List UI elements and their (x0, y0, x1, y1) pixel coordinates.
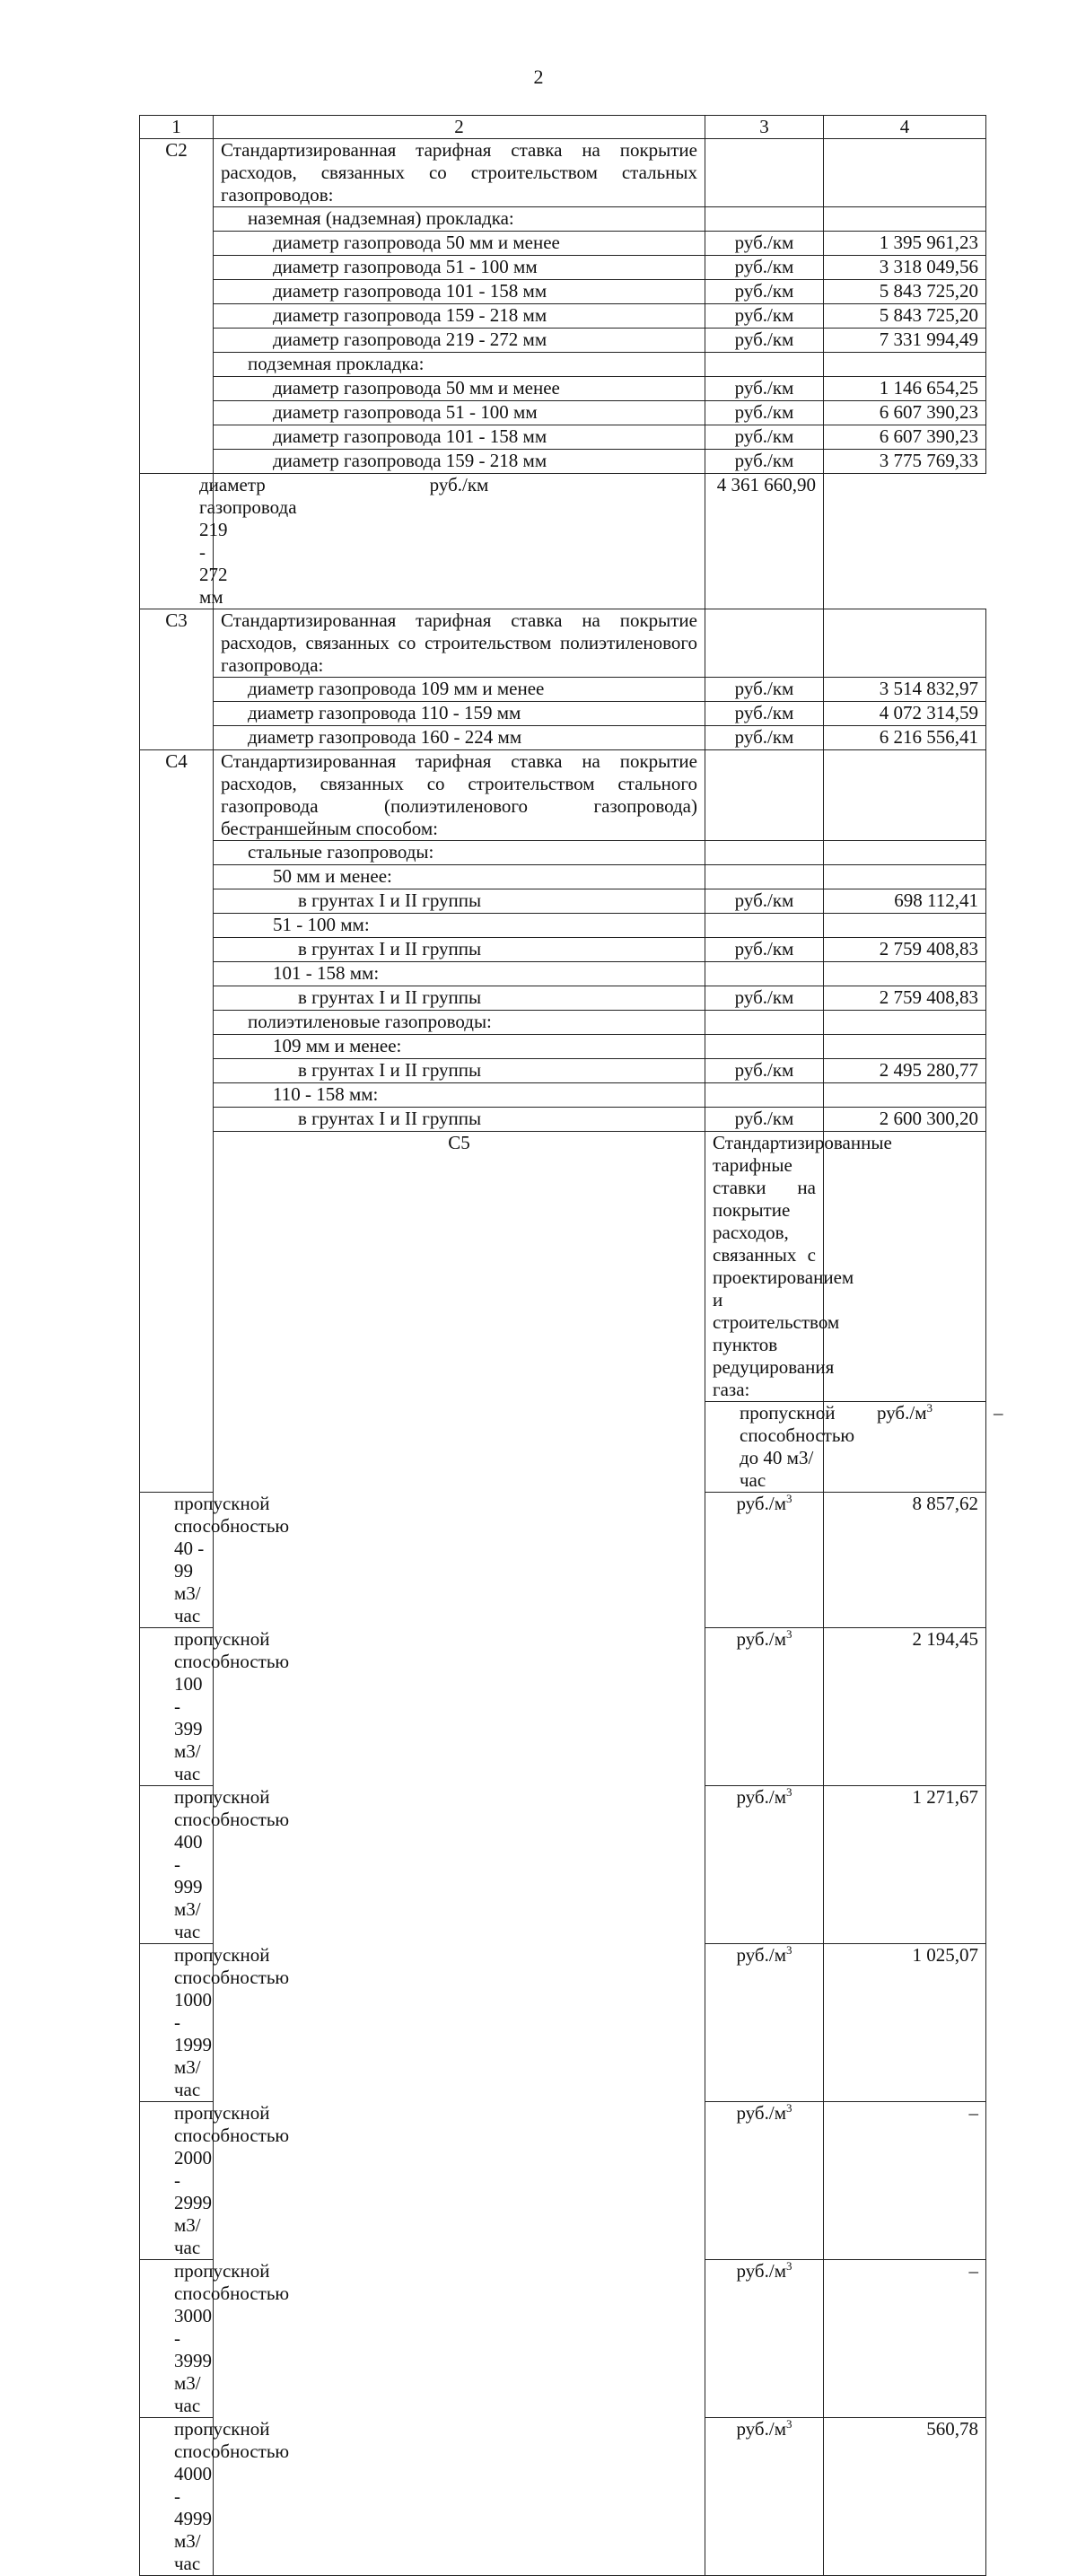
item-name: диаметр газопровода 101 - 158 мм (214, 425, 705, 450)
unit-text: руб./км (734, 1108, 794, 1129)
unit-cell (705, 726, 824, 750)
value-cell: 3 514 832,97 (824, 678, 986, 702)
unit-text: руб./км (734, 256, 794, 277)
item-name: наземная (надземная) прокладка: (214, 207, 705, 232)
item-name: диаметр газопровода 50 мм и менее (214, 377, 705, 401)
unit-text: руб./м (736, 2260, 786, 2282)
value-cell (824, 914, 986, 938)
table-row (140, 986, 986, 1011)
table-row (140, 889, 986, 914)
value-cell (824, 1083, 986, 1108)
item-name: диаметр газопровода 159 - 218 мм (214, 304, 705, 329)
unit-text: руб./м (736, 2102, 786, 2124)
value-cell: 4 361 660,90 (705, 474, 824, 609)
unit-cell (705, 678, 824, 702)
unit-text: руб./м (736, 1628, 786, 1650)
table-row (140, 726, 986, 750)
table-row (140, 304, 986, 329)
value-cell (824, 353, 986, 377)
header-col-1: 1 (140, 116, 214, 139)
table-row (140, 1035, 986, 1059)
table-row: пропускной способностью до 40 м3/час $руб./м^3$ – (140, 1402, 986, 1493)
unit-text: руб./км (734, 702, 794, 723)
value-cell: 4 072 314,59 (824, 702, 986, 726)
unit-cell (705, 425, 824, 450)
item-name: диаметр газопровода 110 - 159 мм (214, 702, 705, 726)
table-row (140, 1132, 986, 1402)
value-cell: 6 607 390,23 (824, 425, 986, 450)
header-row (140, 116, 986, 139)
table-row (140, 232, 986, 256)
value-cell (824, 841, 986, 865)
unit-cell (824, 1402, 986, 1493)
value-cell: 2 759 408,83 (824, 938, 986, 962)
unit-text: руб./км (429, 474, 489, 495)
value-cell: – (824, 2102, 986, 2260)
unit-cell (705, 1083, 824, 1108)
unit-superscript: 3 (786, 1627, 792, 1641)
unit-cell (705, 1011, 824, 1035)
value-cell: 3 775 769,33 (824, 450, 986, 474)
section-code: С5 (214, 1132, 705, 2576)
item-name: в грунтах I и II группы (214, 986, 705, 1011)
unit-text: руб./м (736, 2418, 786, 2440)
unit-text: руб./км (734, 938, 794, 959)
value-cell: 1 146 654,25 (824, 377, 986, 401)
unit-text: руб./км (734, 280, 794, 302)
table-row (140, 938, 986, 962)
table-row (140, 750, 986, 841)
item-name: диаметр газопровода 109 мм и менее (214, 678, 705, 702)
item-name: пропускной способностью 40 - 99 м3/час (140, 1493, 214, 1628)
unit-cell (705, 1059, 824, 1083)
item-name: 109 мм и менее: (214, 1035, 705, 1059)
table-row (140, 353, 986, 377)
value-cell: 1 271,67 (824, 1786, 986, 1944)
item-name: пропускной способностью 3000 - 3999 м3/час (140, 2260, 214, 2418)
table-row (140, 401, 986, 425)
unit-superscript: 3 (786, 2101, 792, 2115)
unit-cell (705, 256, 824, 280)
unit-cell (705, 2260, 824, 2418)
item-name: диаметр газопровода 219 - 272 мм (140, 474, 214, 609)
item-name: диаметр газопровода 101 - 158 мм (214, 280, 705, 304)
unit-text: руб./км (734, 450, 794, 471)
value-cell: 2 194,45 (824, 1628, 986, 1786)
value-cell: 2 759 408,83 (824, 986, 986, 1011)
item-name: диаметр газопровода 219 - 272 мм (214, 329, 705, 353)
unit-superscript: 3 (786, 2259, 792, 2273)
unit-superscript: 3 (786, 1492, 792, 1505)
table-row (140, 1108, 986, 1132)
page-number: 2 (533, 66, 544, 88)
header-col-2: 2 (214, 116, 705, 139)
unit-text: руб./км (734, 425, 794, 447)
unit-cell (705, 353, 824, 377)
unit-cell (705, 329, 824, 353)
section-code: С4 (140, 750, 214, 1493)
item-name: подземная прокладка: (214, 353, 705, 377)
value-cell: 2 495 280,77 (824, 1059, 986, 1083)
unit-text: руб./км (734, 401, 794, 423)
value-cell: 1 025,07 (824, 1944, 986, 2102)
unit-text: руб./км (734, 726, 794, 748)
unit-text: руб./м (736, 1493, 786, 1514)
item-name: диаметр газопровода 160 - 224 мм (214, 726, 705, 750)
unit-cell (705, 609, 824, 678)
item-name: 51 - 100 мм: (214, 914, 705, 938)
unit-text: руб./км (734, 889, 794, 911)
table-row (140, 207, 986, 232)
value-cell: 8 857,62 (824, 1493, 986, 1628)
unit-superscript: 3 (926, 1401, 933, 1415)
unit-cell (705, 2418, 824, 2576)
unit-cell (705, 1493, 824, 1628)
section-title: Стандартизированная тарифная ставка на покрытие расходов, связанных со строительством стальных газопроводов: (214, 139, 705, 207)
item-name: в грунтах I и II группы (214, 1059, 705, 1083)
value-cell: 1 395 961,23 (824, 232, 986, 256)
unit-cell (705, 2102, 824, 2260)
unit-cell (705, 986, 824, 1011)
table-row (140, 474, 986, 609)
value-cell: 3 318 049,56 (824, 256, 986, 280)
item-name: пропускной способностью 1000 - 1999 м3/час (140, 1944, 214, 2102)
unit-cell (705, 1628, 824, 1786)
unit-cell (705, 1035, 824, 1059)
unit-cell (705, 962, 824, 986)
unit-superscript: 3 (786, 1943, 792, 1957)
value-cell (824, 139, 986, 207)
item-name: диаметр газопровода 51 - 100 мм (214, 256, 705, 280)
value-cell (824, 750, 986, 841)
unit-cell (705, 1786, 824, 1944)
section-title: Стандартизированная тарифная ставка на покрытие расходов, связанных со строительством полиэтиленового газопровода: (214, 609, 705, 678)
unit-text: руб./м (736, 1944, 786, 1966)
unit-cell (705, 450, 824, 474)
unit-text: руб./км (734, 377, 794, 399)
item-name: пропускной способностью 4000 - 4999 м3/час (140, 2418, 214, 2576)
table-row (140, 139, 986, 207)
item-name: 110 - 158 мм: (214, 1083, 705, 1108)
table-row (140, 914, 986, 938)
table-row (140, 1083, 986, 1108)
table-row (140, 702, 986, 726)
item-name: в грунтах I и II группы (214, 1108, 705, 1132)
table-row (140, 377, 986, 401)
unit-cell (705, 139, 824, 207)
item-name: 50 мм и менее: (214, 865, 705, 889)
unit-text: руб./м (876, 1402, 927, 1424)
header-col-4: 4 (824, 116, 986, 139)
item-name: пропускной способностью 100 - 399 м3/час (140, 1628, 214, 1786)
unit-cell (705, 914, 824, 938)
value-cell: 698 112,41 (824, 889, 986, 914)
unit-cell (214, 474, 705, 609)
section-title: Стандартизированные тарифные ставки на покрытие расходов, связанных с проектированием и строительством пунктов редуцирования газа: (705, 1132, 824, 1402)
unit-cell (705, 377, 824, 401)
unit-superscript: 3 (786, 2417, 792, 2431)
section-code: С2 (140, 139, 214, 474)
value-cell: – (824, 2260, 986, 2418)
value-cell: 5 843 725,20 (824, 280, 986, 304)
value-cell (824, 962, 986, 986)
item-name: полиэтиленовые газопроводы: (214, 1011, 705, 1035)
unit-superscript: 3 (786, 1785, 792, 1799)
item-name: диаметр газопровода 51 - 100 мм (214, 401, 705, 425)
section-code: С3 (140, 609, 214, 750)
unit-cell (705, 232, 824, 256)
unit-cell (705, 841, 824, 865)
unit-cell (705, 750, 824, 841)
unit-cell (705, 207, 824, 232)
value-cell (824, 1035, 986, 1059)
table-row (140, 841, 986, 865)
item-name: диаметр газопровода 50 мм и менее (214, 232, 705, 256)
table-row (140, 962, 986, 986)
unit-text: руб./км (734, 304, 794, 326)
table-row (140, 329, 986, 353)
unit-cell (705, 865, 824, 889)
unit-cell (705, 304, 824, 329)
unit-cell (705, 1944, 824, 2102)
item-name: 101 - 158 мм: (214, 962, 705, 986)
unit-cell (705, 1108, 824, 1132)
item-name: в грунтах I и II группы (214, 938, 705, 962)
value-cell: 7 331 994,49 (824, 329, 986, 353)
item-name: пропускной способностью 2000 - 2999 м3/час (140, 2102, 214, 2260)
table-body (140, 139, 1003, 2576)
table-row (140, 1059, 986, 1083)
header-col-3: 3 (705, 116, 824, 139)
unit-text: руб./км (734, 678, 794, 699)
value-cell: 5 843 725,20 (824, 304, 986, 329)
unit-text: руб./м (736, 1786, 786, 1808)
value-cell: 6 607 390,23 (824, 401, 986, 425)
value-cell (824, 207, 986, 232)
table-row (140, 450, 986, 474)
value-cell: 560,78 (824, 2418, 986, 2576)
unit-cell (705, 938, 824, 962)
value-cell (824, 1011, 986, 1035)
section-title: Стандартизированная тарифная ставка на покрытие расходов, связанных со строительством стального газопровода (полиэтиленового газопровода) бестраншейным способом: (214, 750, 705, 841)
value-cell (824, 865, 986, 889)
table-row (140, 280, 986, 304)
value-cell: 6 216 556,41 (824, 726, 986, 750)
unit-cell (705, 401, 824, 425)
unit-cell (705, 280, 824, 304)
unit-text: руб./км (734, 329, 794, 350)
value-cell: 2 600 300,20 (824, 1108, 986, 1132)
table-row (140, 678, 986, 702)
value-cell (824, 609, 986, 678)
unit-text: руб./км (734, 1059, 794, 1081)
item-name: стальные газопроводы: (214, 841, 705, 865)
table-row (140, 1011, 986, 1035)
item-name: пропускной способностью 400 - 999 м3/час (140, 1786, 214, 1944)
tariff-table (139, 115, 1003, 2576)
unit-cell (705, 889, 824, 914)
table-row (140, 865, 986, 889)
unit-text: руб./км (734, 232, 794, 253)
table-row (140, 425, 986, 450)
item-name: пропускной способностью до 40 м3/час (705, 1402, 824, 1493)
unit-cell (705, 702, 824, 726)
unit-text: руб./км (734, 986, 794, 1008)
item-name: в грунтах I и II группы (214, 889, 705, 914)
table-row (140, 256, 986, 280)
table-row (140, 609, 986, 678)
item-name: диаметр газопровода 159 - 218 мм (214, 450, 705, 474)
